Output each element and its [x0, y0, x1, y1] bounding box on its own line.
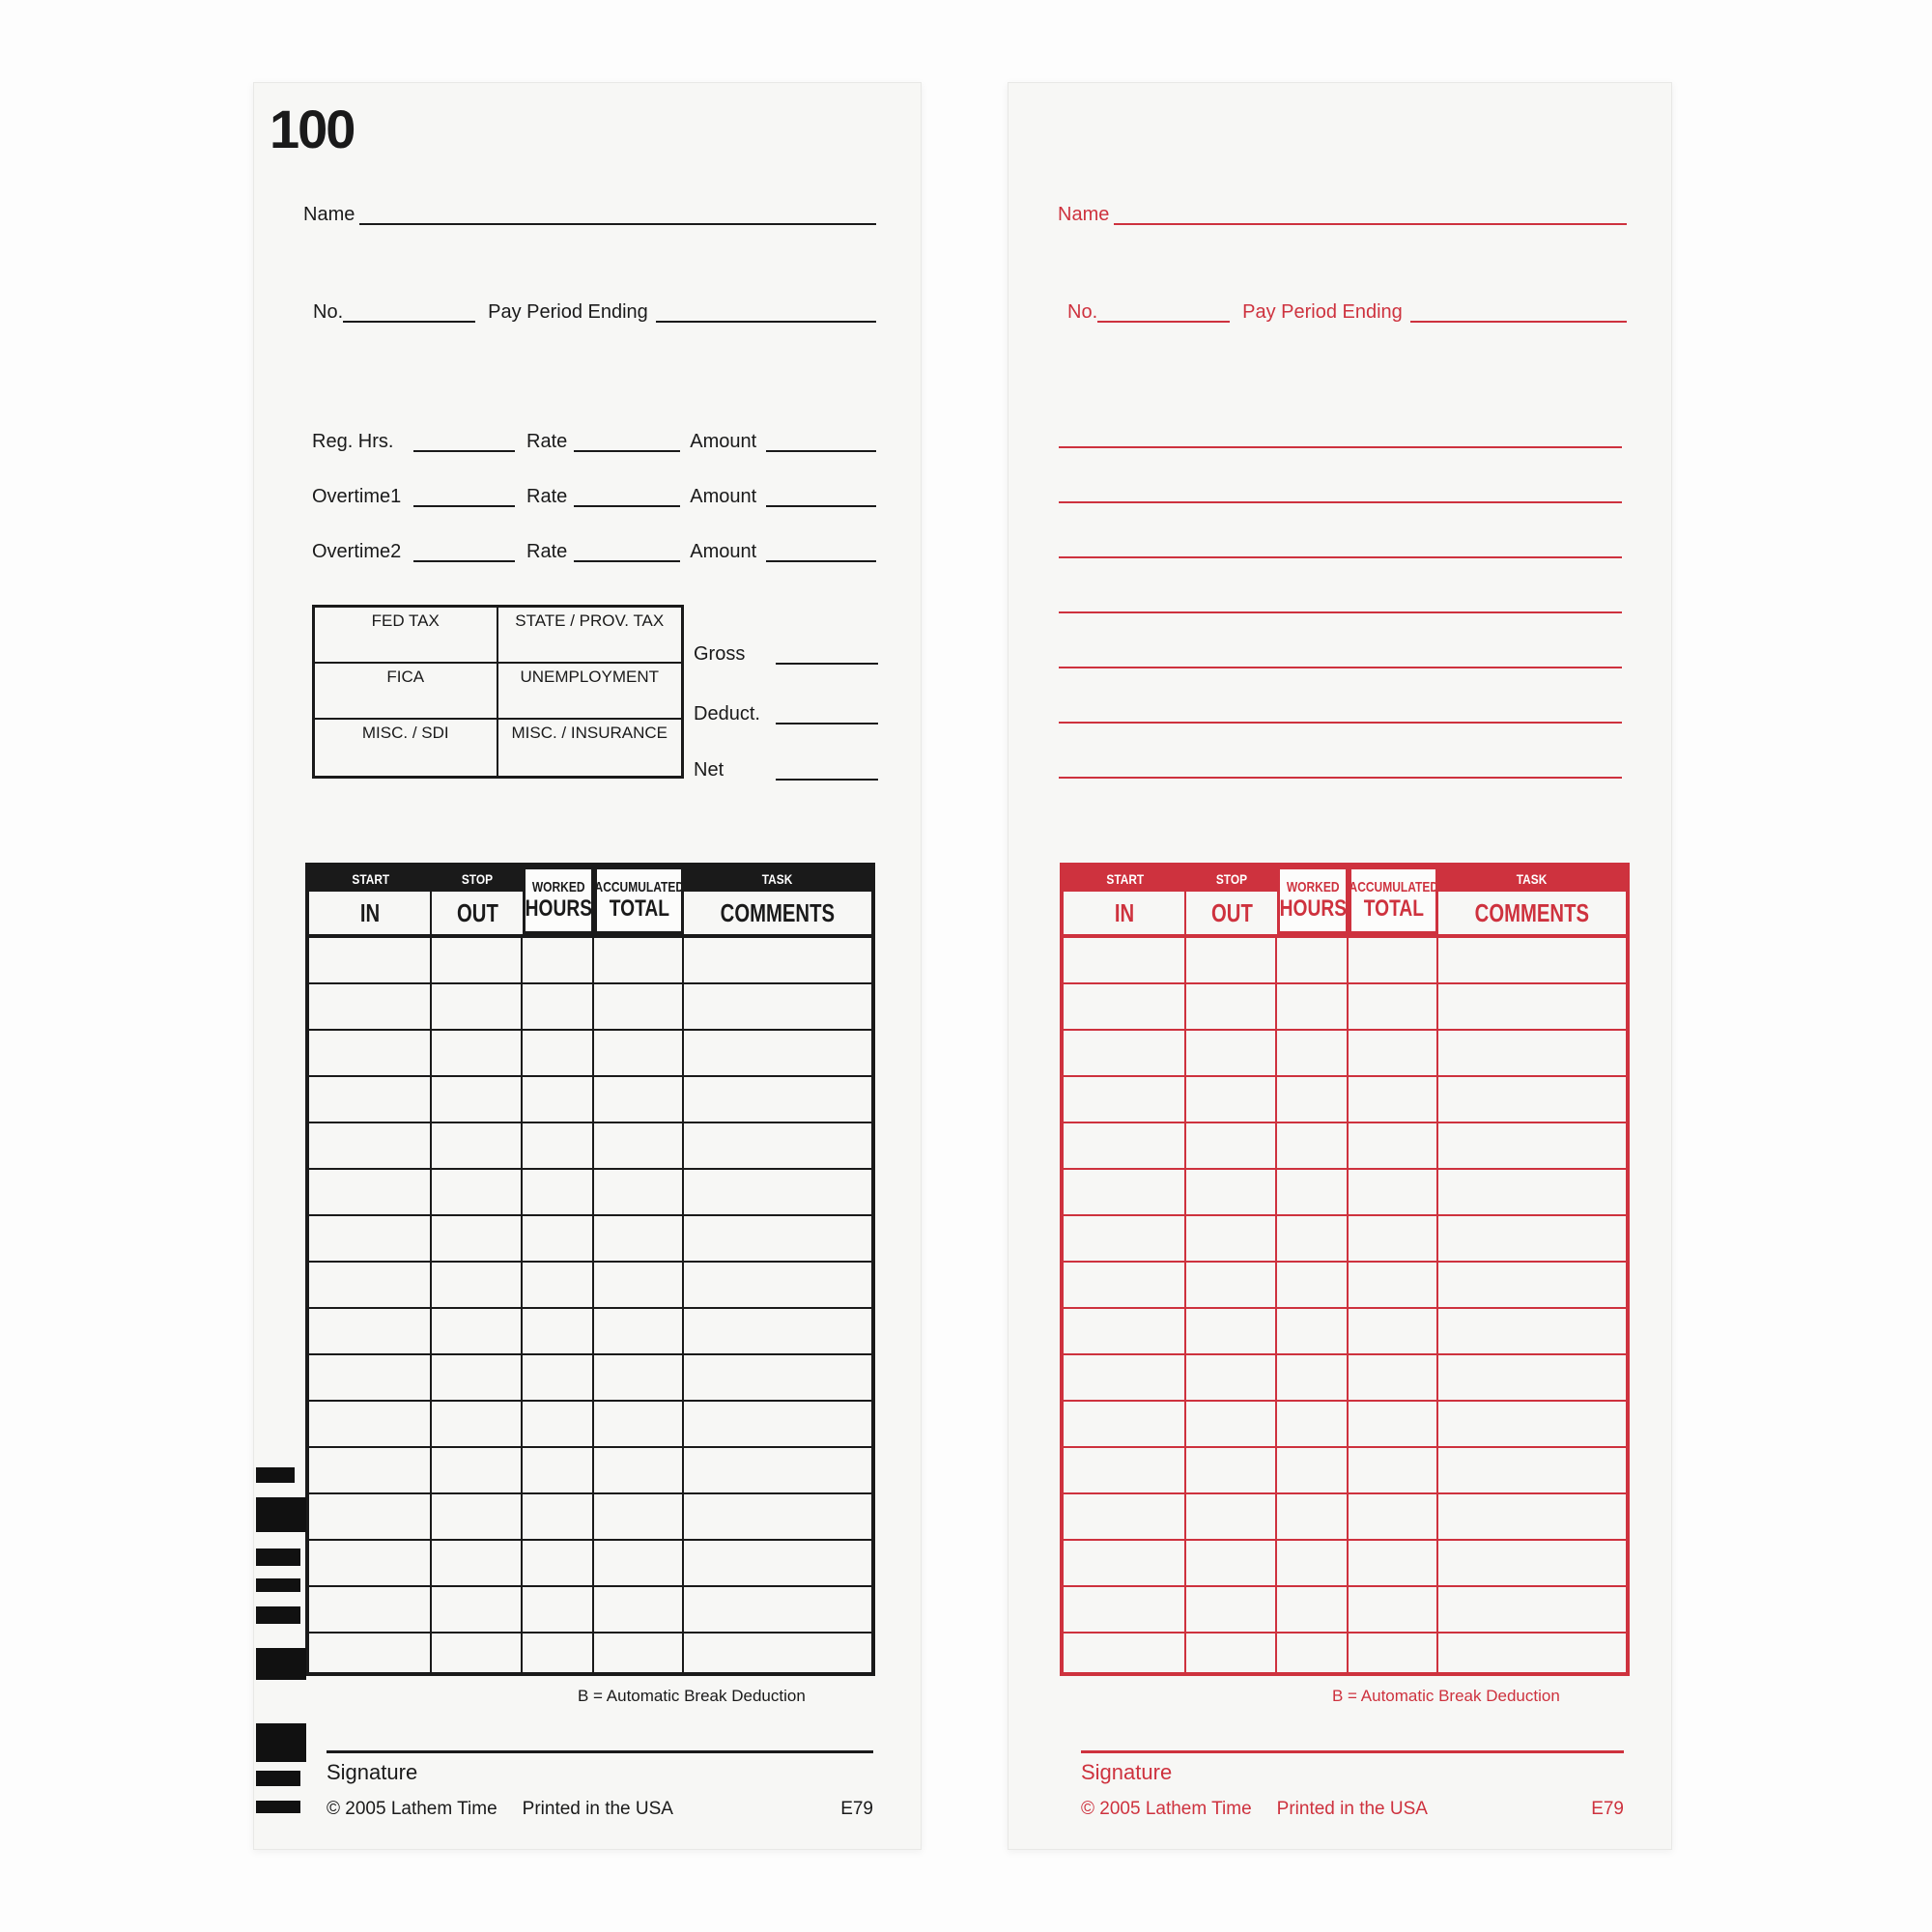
time-table-cell — [1349, 1170, 1438, 1216]
time-table-cell — [309, 1123, 432, 1170]
net-blank-line — [776, 764, 878, 781]
time-table-cell — [1064, 1494, 1186, 1541]
worked-hours-header-box: WORKED HOURS — [1277, 867, 1349, 934]
time-table-cell — [1064, 1031, 1186, 1077]
sense-mark — [256, 1548, 300, 1566]
time-table-cell — [523, 1031, 594, 1077]
time-table-cell — [1438, 1123, 1626, 1170]
time-table-cell — [1186, 1263, 1277, 1309]
time-table-cell — [1186, 938, 1277, 984]
card-footer — [1081, 1799, 1624, 1820]
amount-label: Amount — [690, 431, 757, 452]
time-table-cell — [309, 1494, 432, 1541]
time-table-cell — [309, 1309, 432, 1355]
name-label: Name — [303, 204, 355, 225]
time-table-cell — [1064, 1216, 1186, 1263]
time-table-cell — [684, 1541, 871, 1587]
time-table-cell — [432, 938, 523, 984]
card-footer — [327, 1799, 873, 1820]
amount-blank-line — [766, 491, 876, 507]
time-table-cell — [1064, 1123, 1186, 1170]
time-table-cell — [684, 1309, 871, 1355]
time-table-cell — [309, 1587, 432, 1634]
time-table-cell — [684, 1402, 871, 1448]
time-table-cell — [523, 1077, 594, 1123]
time-table-cell — [684, 1263, 871, 1309]
time-table-cell — [594, 1541, 684, 1587]
time-table-cell — [684, 1634, 871, 1676]
time-table-header — [1064, 867, 1626, 938]
sense-mark — [256, 1771, 300, 1786]
time-table-cell — [1186, 1077, 1277, 1123]
writing-lines-section — [1059, 446, 1622, 832]
time-table-cell — [1349, 1031, 1438, 1077]
in-header: IN — [309, 892, 432, 934]
time-table-cell — [1277, 1634, 1349, 1676]
time-table-cell — [594, 1263, 684, 1309]
time-table-cell — [1186, 1216, 1277, 1263]
time-table-cell — [1186, 1494, 1277, 1541]
time-table-cell — [1349, 1448, 1438, 1494]
comments-header: COMMENTS — [1474, 897, 1590, 927]
start-header-strip: START — [1064, 867, 1186, 892]
overtime1-label: Overtime1 — [312, 486, 402, 507]
time-table-cell — [1064, 938, 1186, 984]
writing-line — [1059, 611, 1622, 613]
time-table-cell — [1438, 1263, 1626, 1309]
time-table-cell — [432, 1309, 523, 1355]
time-table-cell — [523, 1402, 594, 1448]
time-table-cell — [1349, 1634, 1438, 1676]
break-deduction-note: B = Automatic Break Deduction — [1332, 1687, 1560, 1705]
time-table-cell — [1277, 1541, 1349, 1587]
time-table-cell — [1277, 1448, 1349, 1494]
card-number: 100 — [270, 99, 355, 159]
time-table-cell — [684, 984, 871, 1031]
time-table-cell — [309, 1263, 432, 1309]
time-table-cell — [523, 1170, 594, 1216]
signature-line — [1081, 1750, 1624, 1753]
amount-label: Amount — [690, 541, 757, 562]
time-table-cell — [684, 1123, 871, 1170]
rate-label: Rate — [526, 486, 568, 507]
time-entry-table — [305, 863, 875, 1676]
amount-blank-line — [766, 436, 876, 452]
no-label: No. — [313, 301, 344, 323]
no-label: No. — [1067, 301, 1098, 323]
tax-deduction-box — [312, 605, 684, 779]
time-table-cell — [1186, 1634, 1277, 1676]
writing-line — [1059, 556, 1622, 558]
no-blank-line — [1097, 306, 1230, 323]
time-table-cell — [594, 1031, 684, 1077]
time-table-cell — [432, 1448, 523, 1494]
copyright-text: © 2005 Lathem Time — [327, 1799, 497, 1819]
writing-line — [1059, 777, 1622, 779]
pay-period-blank-line — [1410, 306, 1627, 323]
time-table-cell — [594, 938, 684, 984]
time-table-cell — [309, 984, 432, 1031]
time-table-cell — [684, 1587, 871, 1634]
time-table-cell — [1349, 1263, 1438, 1309]
sense-mark — [256, 1723, 306, 1762]
time-table-cell — [1349, 1309, 1438, 1355]
time-table-cell — [594, 1402, 684, 1448]
form-code: E79 — [1591, 1799, 1624, 1819]
time-table-cell — [1438, 1448, 1626, 1494]
time-table-cell — [1349, 1494, 1438, 1541]
gross-row — [694, 641, 878, 665]
time-table-cell — [309, 1216, 432, 1263]
time-table-cell — [594, 1355, 684, 1402]
time-table-cell — [1438, 1634, 1626, 1676]
gross-blank-line — [776, 648, 878, 665]
time-table-cell — [594, 1123, 684, 1170]
break-deduction-note: B = Automatic Break Deduction — [578, 1687, 806, 1705]
time-table-cell — [1186, 1170, 1277, 1216]
writing-line — [1059, 667, 1622, 668]
sense-mark — [256, 1606, 300, 1624]
time-table-cell — [432, 1263, 523, 1309]
time-table-cell — [684, 1077, 871, 1123]
name-blank-line — [1114, 209, 1627, 225]
in-header: IN — [1064, 892, 1186, 934]
time-table-cell — [1438, 984, 1626, 1031]
time-table-cell — [1349, 1355, 1438, 1402]
time-table-cell — [1277, 1494, 1349, 1541]
time-table-cell — [1438, 1216, 1626, 1263]
comments-header: COMMENTS — [720, 897, 836, 927]
time-table-cell — [432, 1031, 523, 1077]
time-table-cell — [594, 1448, 684, 1494]
out-header: OUT — [456, 897, 498, 927]
time-table-cell — [1349, 1216, 1438, 1263]
time-table-cell — [684, 1170, 871, 1216]
fica-cell: FICA — [315, 664, 498, 720]
time-table-cell — [1064, 1402, 1186, 1448]
task-comments-column-header — [1438, 867, 1626, 934]
time-table-cell — [1277, 1216, 1349, 1263]
time-table-cell — [1438, 938, 1626, 984]
accumulated-total-header-box: ACCUMULATED TOTAL — [1349, 867, 1438, 934]
time-table-cell — [309, 1031, 432, 1077]
time-table-cell — [309, 1402, 432, 1448]
sense-mark — [256, 1497, 306, 1532]
time-entry-table — [1060, 863, 1630, 1676]
signature-label: Signature — [327, 1760, 418, 1784]
no-blank-line — [343, 306, 475, 323]
time-table-cell — [1277, 1263, 1349, 1309]
time-table-cell — [1438, 1309, 1626, 1355]
deduct-label: Deduct. — [694, 703, 760, 724]
time-table-cell — [523, 1263, 594, 1309]
time-table-cell — [1277, 1309, 1349, 1355]
time-table-cell — [1064, 1263, 1186, 1309]
time-table-cell — [1186, 1541, 1277, 1587]
time-table-cell — [1277, 1031, 1349, 1077]
misc-sdi-cell: MISC. / SDI — [315, 720, 498, 776]
time-table-cell — [594, 1077, 684, 1123]
writing-line — [1059, 501, 1622, 503]
time-table-cell — [1349, 1541, 1438, 1587]
copyright-text: © 2005 Lathem Time — [1081, 1799, 1252, 1819]
time-table-cell — [1186, 1402, 1277, 1448]
name-field-row — [1058, 204, 1627, 225]
name-blank-line — [359, 209, 876, 225]
time-table-header — [309, 867, 871, 938]
time-table-cell — [1349, 1587, 1438, 1634]
stop-out-column-header — [1186, 867, 1277, 934]
name-field-row — [303, 204, 876, 225]
time-table-rows — [309, 938, 871, 1676]
time-table-cell — [1438, 1587, 1626, 1634]
sense-mark — [256, 1801, 300, 1813]
signature-line — [327, 1750, 873, 1753]
time-table-cell — [1349, 938, 1438, 984]
sense-mark — [256, 1648, 306, 1680]
rate-blank-line — [574, 436, 680, 452]
stop-out-column-header — [432, 867, 523, 934]
worked-hours-header-box: WORKED HOURS — [523, 867, 594, 934]
reg-hrs-label: Reg. Hrs. — [312, 431, 394, 452]
time-table-cell — [1064, 1448, 1186, 1494]
time-table-rows — [1064, 938, 1626, 1676]
unemployment-cell: UNEMPLOYMENT — [498, 664, 682, 720]
overtime2-label: Overtime2 — [312, 541, 402, 562]
start-in-column-header — [309, 867, 432, 934]
rate-label: Rate — [526, 541, 568, 562]
time-table-cell — [432, 1216, 523, 1263]
time-table-cell — [432, 1170, 523, 1216]
time-table-cell — [594, 984, 684, 1031]
time-table-cell — [432, 1355, 523, 1402]
deduct-blank-line — [776, 708, 878, 724]
time-table-cell — [684, 1494, 871, 1541]
time-table-cell — [684, 1031, 871, 1077]
time-table-cell — [1438, 1494, 1626, 1541]
time-table-cell — [1438, 1077, 1626, 1123]
time-table-cell — [684, 938, 871, 984]
time-table-cell — [432, 1634, 523, 1676]
time-table-cell — [1349, 984, 1438, 1031]
time-table-cell — [1064, 1541, 1186, 1587]
earnings-row-overtime2 — [312, 539, 876, 562]
rate-blank-line — [574, 546, 680, 562]
time-table-cell — [1277, 1402, 1349, 1448]
time-table-cell — [594, 1170, 684, 1216]
time-table-cell — [309, 1077, 432, 1123]
time-table-cell — [1277, 1123, 1349, 1170]
time-table-cell — [432, 1077, 523, 1123]
time-table-cell — [1064, 1634, 1186, 1676]
misc-insurance-cell: MISC. / INSURANCE — [511, 724, 668, 742]
time-table-cell — [1064, 1587, 1186, 1634]
hours-blank-line — [413, 491, 515, 507]
time-table-cell — [594, 1309, 684, 1355]
hours-blank-line — [413, 436, 515, 452]
time-table-cell — [1349, 1402, 1438, 1448]
sense-mark — [256, 1467, 295, 1483]
time-table-cell — [1349, 1123, 1438, 1170]
amount-label: Amount — [690, 486, 757, 507]
time-table-cell — [1064, 1309, 1186, 1355]
time-table-cell — [1186, 1123, 1277, 1170]
time-table-cell — [523, 1309, 594, 1355]
time-table-cell — [594, 1587, 684, 1634]
pay-period-blank-line — [656, 306, 876, 323]
time-table-cell — [523, 1123, 594, 1170]
time-table-cell — [1064, 1355, 1186, 1402]
time-table-cell — [1277, 1355, 1349, 1402]
time-table-cell — [594, 1634, 684, 1676]
rate-blank-line — [574, 491, 680, 507]
number-payperiod-row — [1067, 301, 1627, 323]
time-table-cell — [1186, 1448, 1277, 1494]
name-label: Name — [1058, 204, 1110, 225]
time-table-cell — [1277, 1077, 1349, 1123]
accumulated-total-header-box: ACCUMULATED TOTAL — [594, 867, 684, 934]
time-table-cell — [1186, 1031, 1277, 1077]
time-table-cell — [1277, 938, 1349, 984]
printed-in-usa-text: Printed in the USA — [522, 1799, 673, 1819]
rate-label: Rate — [526, 431, 568, 452]
time-table-cell — [523, 1216, 594, 1263]
time-table-cell — [1186, 1587, 1277, 1634]
time-table-cell — [309, 1170, 432, 1216]
time-table-cell — [523, 984, 594, 1031]
time-table-cell — [523, 1448, 594, 1494]
number-payperiod-row — [313, 301, 876, 323]
time-table-cell — [432, 1541, 523, 1587]
deduct-row — [694, 701, 878, 724]
time-table-cell — [1064, 1170, 1186, 1216]
task-header-strip: TASK — [684, 867, 871, 892]
time-table-cell — [684, 1216, 871, 1263]
time-table-cell — [1277, 984, 1349, 1031]
start-in-column-header — [1064, 867, 1186, 934]
time-table-cell — [523, 1634, 594, 1676]
time-table-cell — [1438, 1031, 1626, 1077]
form-code: E79 — [840, 1799, 873, 1819]
earnings-row-regular — [312, 429, 876, 452]
amount-blank-line — [766, 546, 876, 562]
pay-period-label: Pay Period Ending — [488, 301, 648, 323]
time-table-cell — [594, 1216, 684, 1263]
time-table-cell — [1186, 1355, 1277, 1402]
time-table-cell — [1438, 1402, 1626, 1448]
net-row — [694, 757, 878, 781]
time-table-cell — [309, 938, 432, 984]
time-table-cell — [432, 1123, 523, 1170]
time-table-cell — [432, 1402, 523, 1448]
time-table-cell — [684, 1448, 871, 1494]
task-comments-column-header — [684, 867, 871, 934]
time-table-cell — [432, 1587, 523, 1634]
time-table-cell — [523, 1541, 594, 1587]
time-table-cell — [309, 1634, 432, 1676]
time-table-cell — [309, 1541, 432, 1587]
out-header: OUT — [1210, 897, 1253, 927]
time-table-cell — [1277, 1170, 1349, 1216]
earnings-row-overtime1 — [312, 484, 876, 507]
pay-period-label: Pay Period Ending — [1242, 301, 1403, 323]
time-table-cell — [309, 1355, 432, 1402]
time-table-cell — [1064, 1077, 1186, 1123]
sense-mark — [256, 1578, 300, 1592]
time-table-cell — [1349, 1077, 1438, 1123]
task-header-strip: TASK — [1438, 867, 1626, 892]
printed-in-usa-text: Printed in the USA — [1276, 1799, 1428, 1819]
time-table-cell — [523, 938, 594, 984]
time-table-cell — [523, 1494, 594, 1541]
stop-header-strip: STOP — [1186, 867, 1277, 892]
time-table-cell — [1438, 1355, 1626, 1402]
time-table-cell — [1064, 984, 1186, 1031]
hours-blank-line — [413, 546, 515, 562]
stop-header-strip: STOP — [432, 867, 523, 892]
time-table-cell — [1186, 984, 1277, 1031]
gross-label: Gross — [694, 643, 746, 665]
signature-label: Signature — [1081, 1760, 1173, 1784]
state-prov-tax-cell: STATE / PROV. TAX — [498, 608, 682, 664]
time-table-cell — [684, 1355, 871, 1402]
writing-line — [1059, 722, 1622, 724]
time-card-red-ink — [1008, 82, 1672, 1850]
time-table-cell — [1438, 1541, 1626, 1587]
time-card-black-ink — [253, 82, 922, 1850]
time-table-cell — [523, 1355, 594, 1402]
start-header-strip: START — [309, 867, 432, 892]
net-label: Net — [694, 759, 724, 781]
time-table-cell — [1277, 1587, 1349, 1634]
writing-line — [1059, 446, 1622, 448]
time-table-cell — [1438, 1170, 1626, 1216]
fed-tax-cell: FED TAX — [315, 608, 498, 664]
time-table-cell — [432, 1494, 523, 1541]
time-table-cell — [594, 1494, 684, 1541]
time-table-cell — [523, 1587, 594, 1634]
time-table-cell — [1186, 1309, 1277, 1355]
time-table-cell — [309, 1448, 432, 1494]
time-table-cell — [432, 984, 523, 1031]
